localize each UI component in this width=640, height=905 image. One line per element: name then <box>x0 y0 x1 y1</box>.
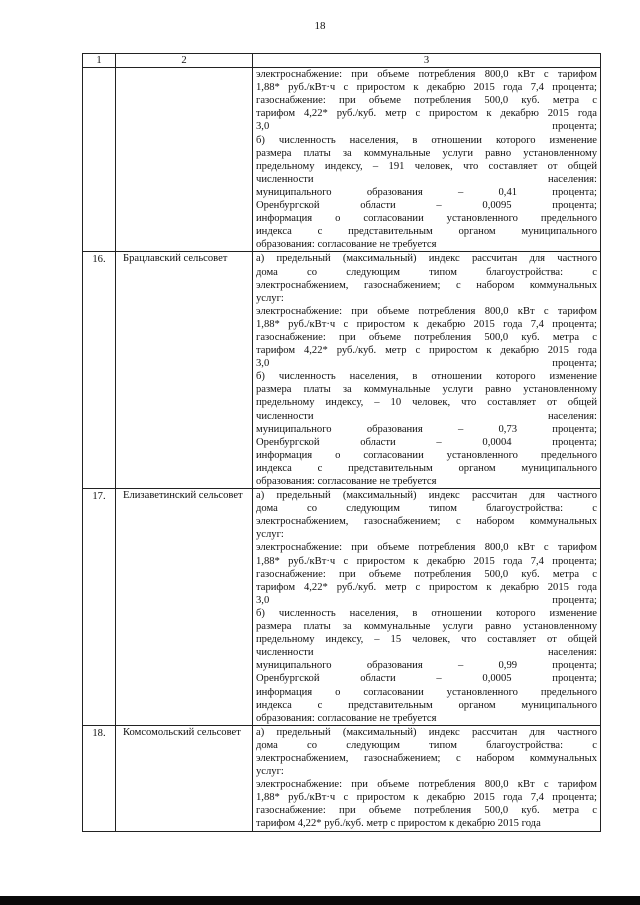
description-line: электроснабжением, газоснабжением; с набором коммунальных <box>256 279 597 291</box>
description-line: индекса с представительным органом муниципального <box>256 699 597 711</box>
scan-bottom-edge <box>0 896 640 905</box>
column-header-municipality: 2 <box>116 54 253 68</box>
description-line: тарифом 4,22* руб./куб. метр с приростом к декабрю 2015 года <box>256 581 597 593</box>
row-number-cell: 17. <box>83 489 116 726</box>
description-line: индекса с представительным органом муниципального <box>256 226 597 238</box>
description-line: размера платы за коммунальные услуги равно установленному <box>256 384 597 396</box>
description-line: размера платы за коммунальные услуги равно установленному <box>256 147 597 159</box>
description-line: предельному индексу, – 10 человек, что составляет от общей <box>256 397 597 409</box>
description-line: а) предельный (максимальный) индекс рассчитан для частного <box>256 726 597 738</box>
index-description-cell <box>253 68 601 252</box>
description-line: б) численность населения, в отношении которого изменение <box>256 371 597 383</box>
description-line: образования: согласование не требуется <box>256 476 437 487</box>
description-line: 3,0 процента; <box>256 594 597 606</box>
description-line: газоснабжение: при объеме потребления 500,0 куб. метра с <box>256 331 597 343</box>
description-line: размера платы за коммунальные услуги равно установленному <box>256 621 597 633</box>
description-line: 3,0 процента; <box>256 358 597 370</box>
table-row <box>83 252 601 489</box>
description-line: предельному индексу, – 191 человек, что составляет от общей <box>256 160 597 172</box>
row-number-cell <box>83 68 116 252</box>
description-line: тарифом 4,22* руб./куб. метр с приростом к декабрю 2015 года <box>256 345 597 357</box>
column-header-description: 3 <box>253 54 601 68</box>
description-line: 1,88* руб./кВт·ч с приростом к декабрю 2015 года 7,4 процента; <box>256 318 597 330</box>
index-description-cell <box>253 252 601 489</box>
description-line: услуг: <box>256 766 284 778</box>
row-number-cell: 16. <box>83 252 116 489</box>
row-number-cell: 18. <box>83 725 116 831</box>
column-header-number: 1 <box>83 54 116 68</box>
table-row <box>83 68 601 252</box>
description-line: электроснабжением, газоснабжением; с набором коммунальных <box>256 752 597 764</box>
description-line: 3,0 процента; <box>256 121 597 133</box>
description-line: Оренбургской области – 0,0095 процента; <box>256 200 597 212</box>
description-line: услуг: <box>256 529 284 541</box>
description-line: информация о согласовании установленного предельного <box>256 449 597 461</box>
description-line: электроснабжением, газоснабжением; с набором коммунальных <box>256 516 597 528</box>
description-line: электроснабжение: при объеме потребления 800,0 кВт с тарифом <box>256 305 597 317</box>
municipality-name-cell: Брацлавский сельсовет <box>116 252 253 489</box>
description-line: муниципального образования – 0,41 процента; <box>256 186 597 198</box>
description-line: газоснабжение: при объеме потребления 500,0 куб. метра с <box>256 805 597 817</box>
description-line: численности населения: <box>256 173 597 185</box>
description-line: 1,88* руб./кВт·ч с приростом к декабрю 2015 года 7,4 процента; <box>256 82 597 94</box>
page-number: 18 <box>314 20 326 32</box>
description-line: информация о согласовании установленного предельного <box>256 213 597 225</box>
description-line: электроснабжение: при объеме потребления 800,0 кВт с тарифом <box>256 69 597 81</box>
description-line: электроснабжение: при объеме потребления 800,0 кВт с тарифом <box>256 542 597 554</box>
description-line: муниципального образования – 0,99 процента; <box>256 660 597 672</box>
description-line: Оренбургской области – 0,0005 процента; <box>256 673 597 685</box>
municipality-name-cell: Комсомольский сельсовет <box>116 725 253 831</box>
description-line: предельному индексу, – 15 человек, что составляет от общей <box>256 634 597 646</box>
description-line: газоснабжение: при объеме потребления 500,0 куб. метра с <box>256 95 597 107</box>
index-description-cell <box>253 489 601 726</box>
description-line: газоснабжение: при объеме потребления 500,0 куб. метра с <box>256 568 597 580</box>
description-line: численности населения: <box>256 647 597 659</box>
description-line: услуг: <box>256 292 284 304</box>
municipality-name-cell <box>116 68 253 252</box>
description-line: численности населения: <box>256 410 597 422</box>
description-line: б) численность населения, в отношении которого изменение <box>256 134 597 146</box>
table-row <box>83 725 601 831</box>
description-line: информация о согласовании установленного предельного <box>256 686 597 698</box>
description-line: тарифом 4,22* руб./куб. метр с приростом к декабрю 2015 года <box>256 818 541 830</box>
table-header-row <box>83 54 601 68</box>
description-line: дома со следующим типом благоустройства: с <box>256 739 597 751</box>
municipal-index-table <box>82 53 601 832</box>
description-line: электроснабжение: при объеме потребления 800,0 кВт с тарифом <box>256 779 597 791</box>
description-line: образования: согласование не требуется <box>256 712 437 724</box>
description-line: а) предельный (максимальный) индекс рассчитан для частного <box>256 253 597 265</box>
description-line: Оренбургской области – 0,0004 процента; <box>256 436 597 448</box>
description-line: тарифом 4,22* руб./куб. метр с приростом к декабрю 2015 года <box>256 108 597 120</box>
description-line: а) предельный (максимальный) индекс рассчитан для частного <box>256 490 597 502</box>
description-line: образования: согласование не требуется <box>256 239 437 251</box>
municipality-name-cell: Елизаветинский сельсовет <box>116 489 253 726</box>
description-line: дома со следующим типом благоустройства: с <box>256 503 597 515</box>
description-line: индекса с представительным органом муниципального <box>256 462 597 474</box>
table-body <box>83 68 601 831</box>
description-line: муниципального образования – 0,73 процента; <box>256 423 597 435</box>
description-line: 1,88* руб./кВт·ч с приростом к декабрю 2015 года 7,4 процента; <box>256 555 597 567</box>
description-line: 1,88* руб./кВт·ч с приростом к декабрю 2015 года 7,4 процента; <box>256 792 597 804</box>
index-description-cell <box>253 725 601 831</box>
table-row <box>83 489 601 726</box>
description-line: дома со следующим типом благоустройства: с <box>256 266 597 278</box>
description-line: б) численность населения, в отношении которого изменение <box>256 607 597 619</box>
